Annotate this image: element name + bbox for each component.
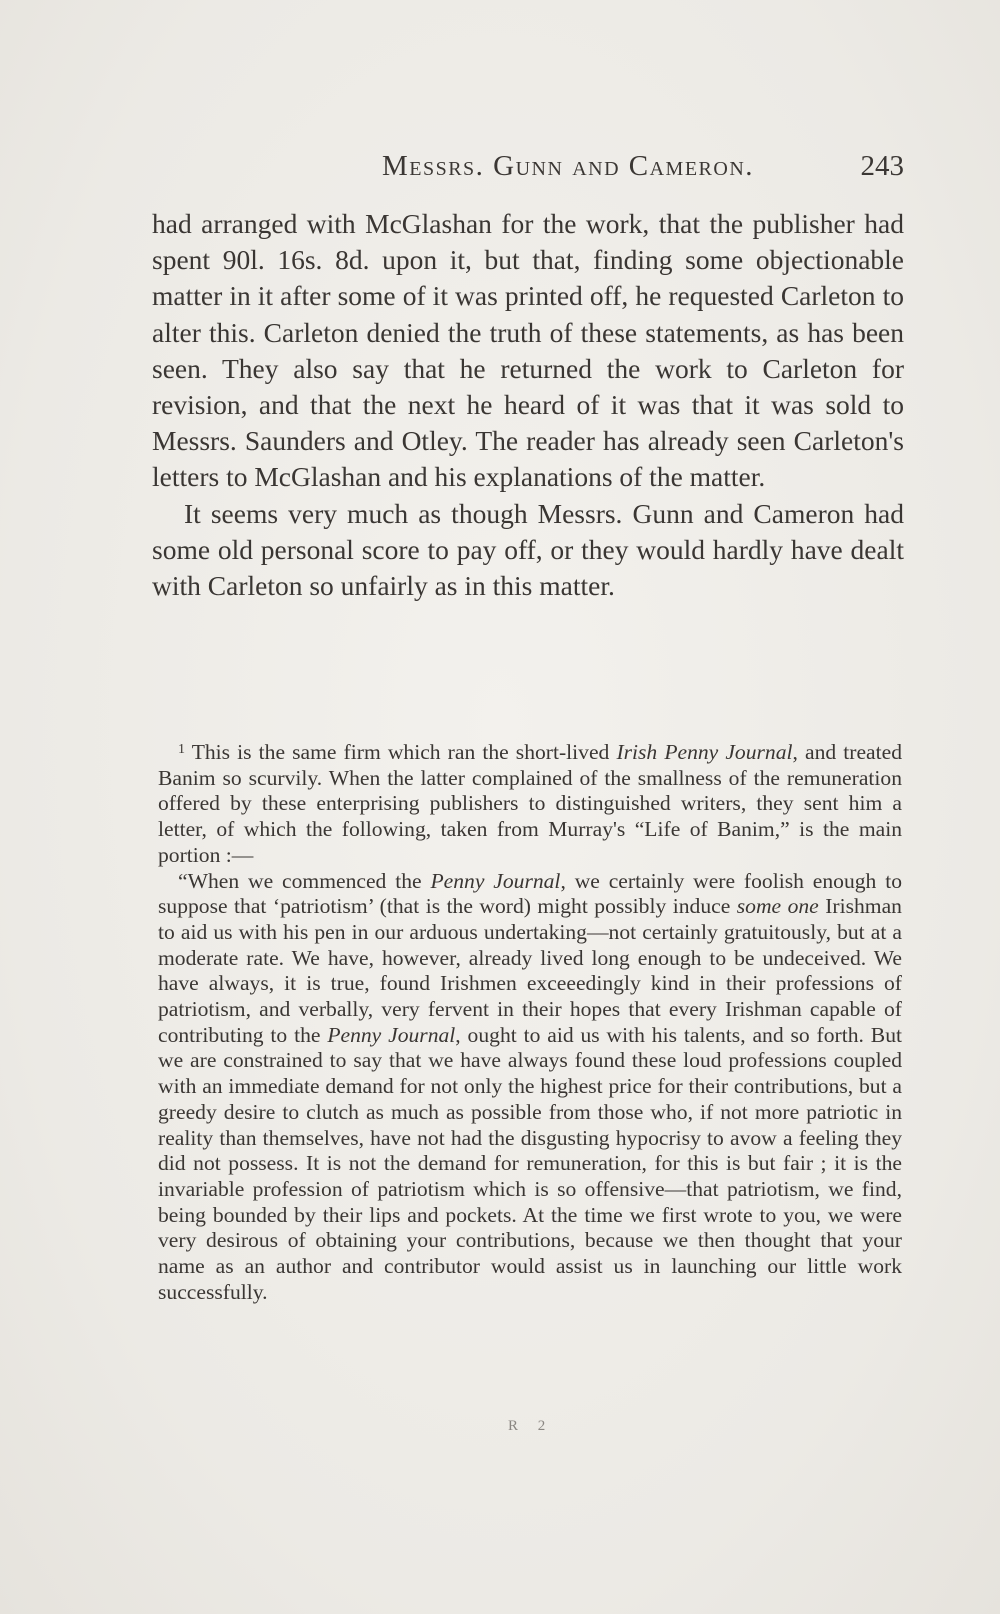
footnote-text: , and treated Banim so scurvily. When the latter complained of the smallness of the remuneration offered by these enterprising publishers to distinguished writers, they sent him a letter, of which the following, taken from Murray's “Life of Banim,” is the main portion :— [158, 740, 903, 867]
main-text [152, 206, 904, 604]
emphasis: some one [736, 894, 819, 919]
quotation-text: “When we commenced the [178, 868, 431, 893]
quotation-text: , ought to aid us with his talents, and so forth. But we are constrained to say that we have always found these loud professions coupled with an immediate demand for not only the highest price for their contributions, but a greedy desire to clutch as much as possible from those who, if not more patriotic in reality than themselves, have not had the disgusting hypocrisy to avow a feeling they did not possess. It is not the demand for remuneration, for this is but fair ; it is the invariable profession of patriotism which is so offensive—that patriotism, we find, being bounded by their lips and pockets. At the time we first wrote to you, we were very desirous of obtaining your contributions, because we then thought that your name as an author and contributor would assist us in launching our little work successfully. [158, 1022, 902, 1304]
footnote-quotation [158, 869, 902, 1306]
journal-title: Penny Journal [430, 868, 561, 893]
page-number: 243 [860, 150, 904, 182]
printer-signature-mark: R 2 [508, 1418, 554, 1434]
page-header [152, 150, 904, 190]
body-paragraph-2: It seems very much as though Messrs. Gunn and Cameron had some old personal score to pay off, or they would hardly have dealt with Carleton so unfairly as in this matter. [152, 497, 904, 602]
footnote-paragraph-1 [158, 737, 902, 869]
quotation-text: , we certainly were foolish enough to suppose that ‘patriotism’ (that is the word) might possibly induce [158, 868, 902, 919]
journal-title: Penny Journal [327, 1022, 456, 1047]
running-title: Messrs. Gunn and Cameron. [381, 150, 755, 182]
body-paragraph-1: had arranged with McGlashan for the work, that the publisher had spent 90l. 16s. 8d. upon it, but that, finding some objectionable matter in it after some of it was printed off, he requested Carleton to alter this. Carleton denied the truth of these statements, as has been seen. They also say that he returned the work to Carleton for revision, and that the next he heard of it was that it was sold to Messrs. Saunders and Otley. The reader has already seen Carleton's letters to McGlashan and his explanations of the matter. [152, 208, 904, 493]
quotation-text: Irishman to aid us with his pen in our arduous undertaking—not certainly gratuitously, but at a moderate rate. We have, however, already lived long enough to be undeceived. We have always, it is true, found Irishmen exceeedingly kind in their professions of patriotism, and verbally, very fervent in their hopes that every Irishman capable of contributing to the [158, 894, 902, 1047]
footnote-marker: 1 [178, 742, 185, 757]
footnote-text: This is the same firm which ran the short-lived [185, 740, 617, 764]
journal-title: Irish Penny Journal [616, 740, 793, 764]
footnote [158, 737, 902, 1305]
